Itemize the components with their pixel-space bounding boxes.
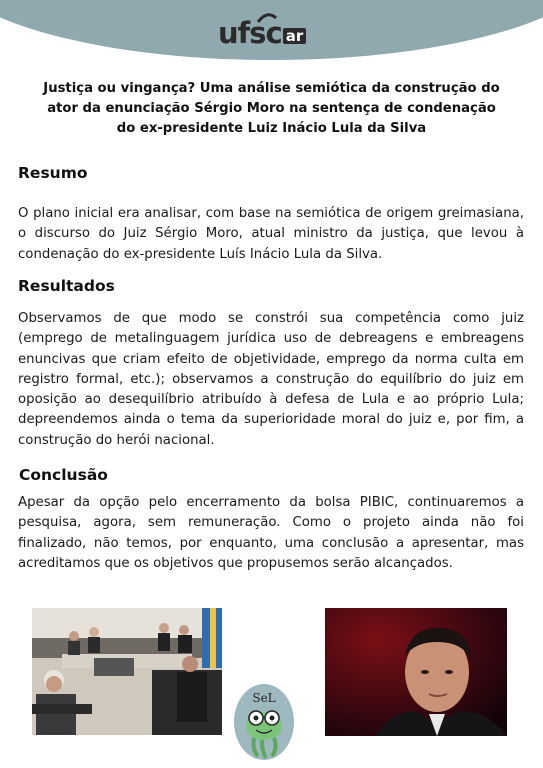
title-line-3: do ex-presidente Luiz Inácio Lula da Silva — [116, 121, 427, 136]
logo-sc: sc — [249, 16, 282, 50]
logo-uf: uf — [218, 16, 250, 50]
logo-swoosh-icon — [256, 12, 278, 24]
resultados-text: Observamos de que modo se constrói sua competência como juiz (emprego de metalinguagem jurídica uso de debreagens e embreagens enuncivas que criam efeito de objetividade, emprego da norma culta em registro formal, etc.); observamos a construção do equilíbrio do juiz em oposição ao desequilíbrio atribuído à defesa de Lula e ao próprio Lula; depreendemos ainda o tema da superioridade moral do juiz e, por fim, a construção do herói nacional. — [18, 311, 524, 448]
title-line-1: Justiça ou vingança? Uma análise semiótica da construção do — [43, 81, 500, 96]
sel-mascot — [232, 682, 296, 762]
conclusao-text: Apesar da opção pelo encerramento da bolsa PIBIC, continuaremos a pesquisa, agora, sem remuneração. Como o projeto ainda não foi finalizado, não temos, por enquanto, uma conclusão a apresentar, mas acreditamos que os objetivos que propusemos serão alcançados. — [18, 495, 524, 571]
mascot-label: SeL — [252, 691, 276, 705]
resultados-heading: Resultados — [18, 277, 115, 295]
logo-ar: ar — [283, 28, 307, 44]
ufscar-logo — [218, 14, 306, 48]
resumo-text: O plano inicial era analisar, com base na semiótica de origem greimasiana, o discurso do Juiz Sérgio Moro, atual ministro da justiça, que levou à condenação do ex-presidente Luís Inácio Lula da Silva. — [18, 206, 524, 262]
conclusao-heading: Conclusão — [19, 466, 108, 484]
poster-title — [40, 79, 503, 139]
moro-portrait-photo — [325, 608, 507, 736]
courtroom-photo — [32, 608, 222, 735]
resumo-heading: Resumo — [18, 164, 88, 182]
title-line-2: ator da enunciação Sérgio Moro na sentença de condenação — [47, 101, 496, 116]
